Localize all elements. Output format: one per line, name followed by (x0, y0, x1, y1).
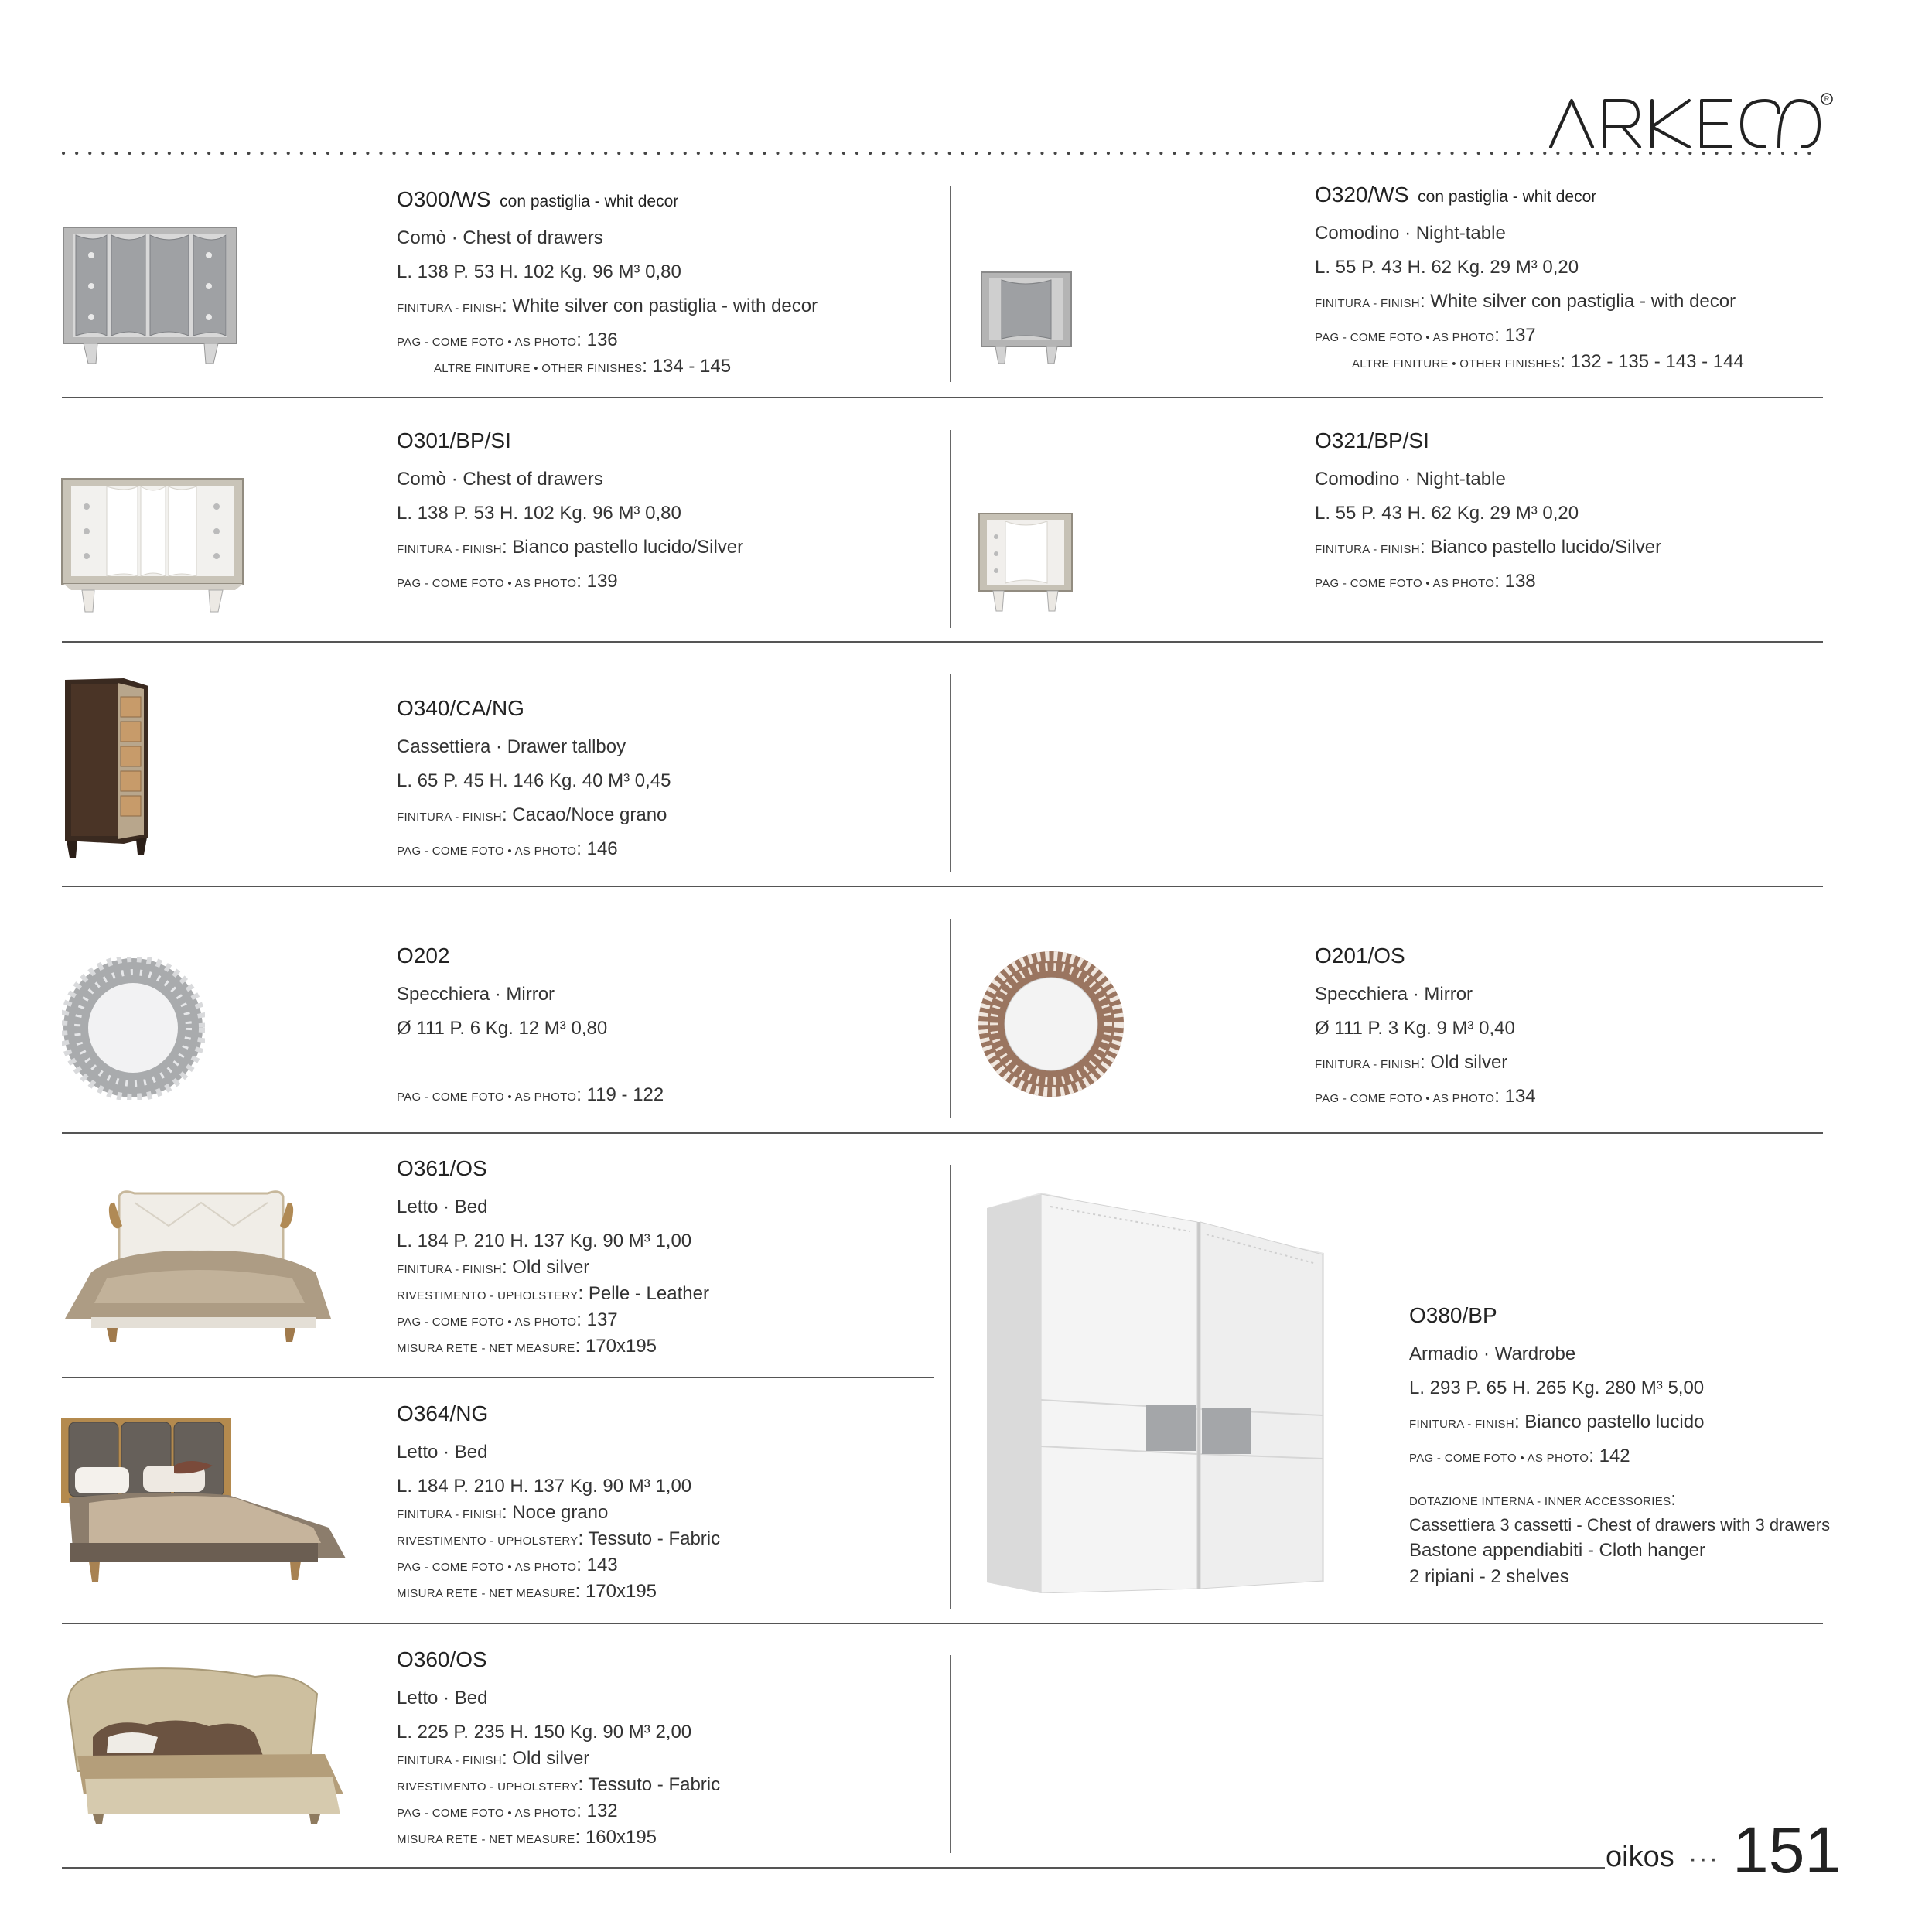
column-divider (950, 186, 951, 382)
product-code: O321/BP/SI (1315, 428, 1429, 452)
product-net-measure: MISURA RETE - NET MEASURE: 170x195 (397, 1581, 657, 1602)
column-divider (950, 1655, 951, 1853)
product-code: O380/BP (1409, 1303, 1497, 1327)
product-o201-os (1315, 944, 1856, 1120)
product-type: Specchiera · Mirror (397, 984, 555, 1005)
product-type: Letto · Bed (397, 1442, 488, 1463)
product-finish: FINITURA - FINISH: Bianco pastello lucido/Silver (397, 537, 744, 558)
product-code: O360/OS (397, 1647, 487, 1671)
product-photo-page: PAG - COME FOTO • AS PHOTO: 139 (397, 571, 618, 592)
column-divider (950, 1165, 951, 1609)
product-photo-page: PAG - COME FOTO • AS PHOTO: 136 (397, 329, 618, 350)
product-dimensions: Ø 111 P. 6 Kg. 12 M³ 0,80 (397, 1018, 608, 1039)
bed-photo (60, 1187, 335, 1346)
product-type: Comodino · Night-table (1315, 223, 1506, 244)
product-inner-accessories-label: DOTAZIONE INTERNA - INNER ACCESSORIES: (1409, 1489, 1677, 1510)
product-code: O300/WS con pastiglia - whit decor (397, 187, 679, 211)
product-finish: FINITURA - FINISH: Noce grano (397, 1502, 609, 1523)
round-mirror-photo (62, 957, 205, 1100)
product-type: Comò · Chest of drawers (397, 227, 603, 248)
product-dimensions: L. 225 P. 235 H. 150 Kg. 90 M³ 2,00 (397, 1722, 692, 1743)
night-table-photo (978, 269, 1075, 366)
product-dimensions: L. 293 P. 65 H. 265 Kg. 280 M³ 5,00 (1409, 1377, 1705, 1398)
product-code: O340/CA/NG (397, 696, 524, 720)
chest-of-drawers-photo (62, 224, 240, 367)
product-photo-page: PAG - COME FOTO • AS PHOTO: 119 - 122 (397, 1084, 664, 1105)
product-type: Cassettiera · Drawer tallboy (397, 736, 626, 757)
product-o364-ng (397, 1401, 938, 1607)
product-finish: FINITURA - FINISH: Bianco pastello lucido (1409, 1411, 1705, 1432)
row-divider (62, 1623, 1823, 1624)
product-type: Letto · Bed (397, 1688, 488, 1708)
footer-divider (62, 1867, 1605, 1869)
row-divider (62, 641, 1823, 643)
product-dimensions: L. 184 P. 210 H. 137 Kg. 90 M³ 1,00 (397, 1231, 692, 1251)
product-dimensions: L. 138 P. 53 H. 102 Kg. 96 M³ 0,80 (397, 261, 681, 282)
row-divider (62, 1132, 1823, 1134)
product-type: Specchiera · Mirror (1315, 984, 1473, 1005)
product-upholstery: RIVESTIMENTO - UPHOLSTERY: Pelle - Leather (397, 1283, 709, 1304)
product-other-finishes: ALTRE FINITURE • OTHER FINISHES: 134 - 145 (434, 356, 732, 377)
product-net-measure: MISURA RETE - NET MEASURE: 170x195 (397, 1336, 657, 1357)
product-o320-ws (1315, 183, 1856, 385)
product-type: Comò · Chest of drawers (397, 469, 603, 490)
product-net-measure: MISURA RETE - NET MEASURE: 160x195 (397, 1827, 657, 1848)
round-mirror-photo (976, 949, 1127, 1100)
product-upholstery: RIVESTIMENTO - UPHOLSTERY: Tessuto - Fabric (397, 1528, 721, 1549)
product-o301-bp-si (397, 428, 938, 605)
product-o361-os (397, 1156, 938, 1362)
product-finish: FINITURA - FINISH: White silver con pastiglia - with decor (397, 295, 818, 316)
product-code: O301/BP/SI (397, 428, 511, 452)
product-code: O201/OS (1315, 944, 1405, 968)
product-code: O320/WS con pastiglia - whit decor (1315, 183, 1597, 207)
product-finish: FINITURA - FINISH: White silver con pastiglia - with decor (1315, 291, 1736, 312)
footer-brand: oikos (1606, 1841, 1674, 1873)
product-o202 (397, 944, 938, 1118)
row-divider (62, 886, 1823, 887)
product-upholstery: RIVESTIMENTO - UPHOLSTERY: Tessuto - Fabric (397, 1774, 721, 1795)
row-divider (62, 1377, 934, 1378)
product-dimensions: L. 55 P. 43 H. 62 Kg. 29 M³ 0,20 (1315, 257, 1579, 278)
page-number: 151 (1732, 1814, 1842, 1886)
product-type: Letto · Bed (397, 1196, 488, 1217)
product-finish: FINITURA - FINISH: Bianco pastello lucido/Silver (1315, 537, 1662, 558)
accessory-item: Cassettiera 3 cassetti - Chest of drawers with 3 drawers (1409, 1515, 1831, 1534)
product-photo-page: PAG - COME FOTO • AS PHOTO: 132 (397, 1801, 618, 1821)
product-o321-bp-si (1315, 428, 1856, 605)
product-finish: FINITURA - FINISH: Cacao/Noce grano (397, 804, 667, 825)
night-table-photo (976, 510, 1077, 615)
header-dotted-line (62, 148, 1821, 158)
product-dimensions: L. 55 P. 43 H. 62 Kg. 29 M³ 0,20 (1315, 503, 1579, 524)
product-dimensions: L. 65 P. 45 H. 146 Kg. 40 M³ 0,45 (397, 770, 671, 791)
product-photo-page: PAG - COME FOTO • AS PHOTO: 143 (397, 1555, 618, 1575)
accessory-item: 2 ripiani - 2 shelves (1409, 1566, 1569, 1587)
product-o360-os (397, 1647, 938, 1853)
product-code: O202 (397, 944, 450, 968)
product-finish: FINITURA - FINISH: Old silver (1315, 1052, 1508, 1073)
bed-photo (62, 1663, 348, 1825)
wardrobe-photo (984, 1191, 1328, 1593)
product-o300-ws (397, 187, 938, 390)
product-code: O364/NG (397, 1401, 489, 1425)
column-divider (950, 430, 951, 628)
product-photo-page: PAG - COME FOTO • AS PHOTO: 134 (1315, 1086, 1536, 1107)
row-divider (62, 397, 1823, 398)
arkeos-logo (1547, 91, 1833, 153)
product-photo-page: PAG - COME FOTO • AS PHOTO: 137 (397, 1309, 618, 1330)
accessory-item: Bastone appendiabiti - Cloth hanger (1409, 1540, 1705, 1561)
column-divider (950, 919, 951, 1118)
product-type: Comodino · Night-table (1315, 469, 1506, 490)
column-divider (950, 674, 951, 872)
product-dimensions: L. 184 P. 210 H. 137 Kg. 90 M³ 1,00 (397, 1476, 692, 1497)
product-other-finishes: ALTRE FINITURE • OTHER FINISHES: 132 - 135 - 143 - 144 (1352, 351, 1744, 372)
product-code: O361/OS (397, 1156, 487, 1180)
svg-text:R: R (1824, 95, 1830, 103)
product-photo-page: PAG - COME FOTO • AS PHOTO: 138 (1315, 571, 1536, 592)
product-photo-page: PAG - COME FOTO • AS PHOTO: 137 (1315, 325, 1536, 346)
product-finish: FINITURA - FINISH: Old silver (397, 1748, 590, 1769)
footer-dots: ··· (1688, 1844, 1719, 1873)
product-o340-ca-ng (397, 696, 938, 872)
product-photo-page: PAG - COME FOTO • AS PHOTO: 142 (1409, 1446, 1630, 1466)
drawer-tallboy-photo (62, 675, 159, 861)
bed-photo (58, 1411, 348, 1586)
product-photo-page: PAG - COME FOTO • AS PHOTO: 146 (397, 838, 618, 859)
product-type: Armadio · Wardrobe (1409, 1343, 1576, 1364)
product-dimensions: Ø 111 P. 3 Kg. 9 M³ 0,40 (1315, 1018, 1515, 1039)
product-dimensions: L. 138 P. 53 H. 102 Kg. 96 M³ 0,80 (397, 503, 681, 524)
product-finish: FINITURA - FINISH: Old silver (397, 1257, 590, 1278)
product-o380-bp (1409, 1303, 1831, 1592)
chest-of-drawers-photo (60, 476, 246, 615)
